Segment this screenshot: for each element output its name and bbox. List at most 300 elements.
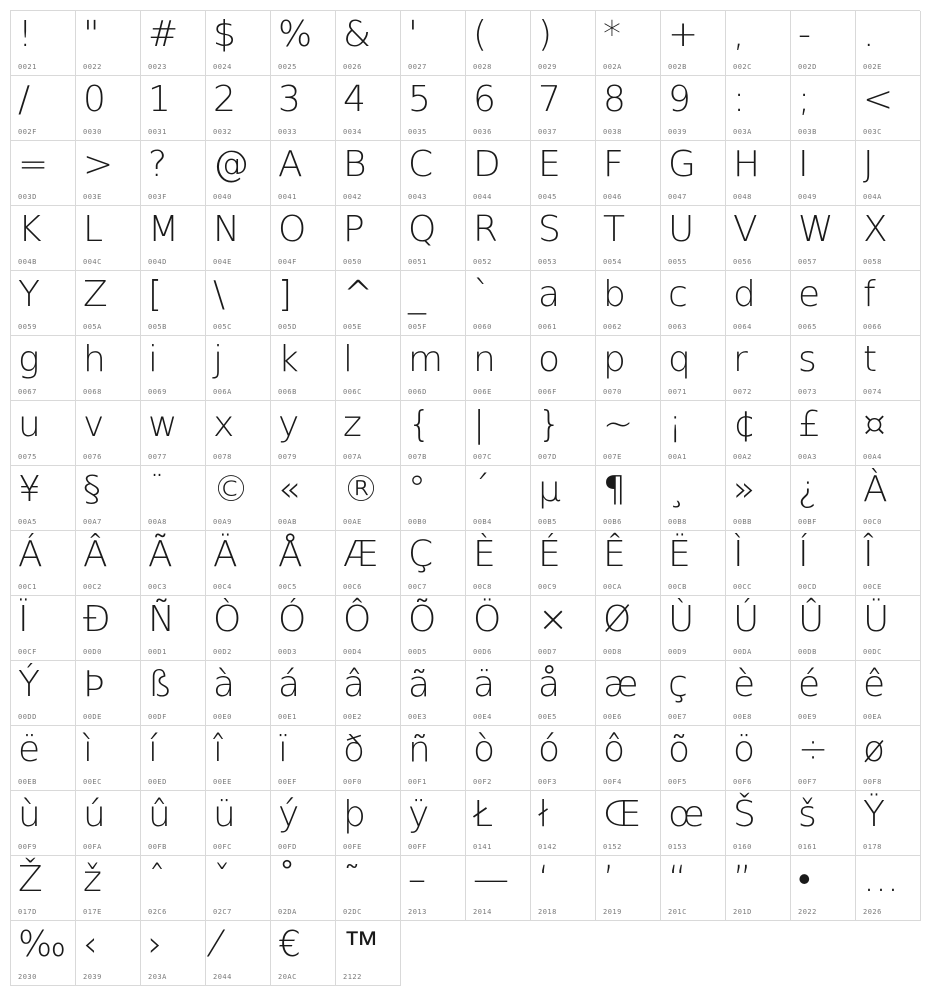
glyph-character: – (408, 859, 426, 900)
glyph-cell (11, 596, 76, 661)
glyph-cell (466, 856, 531, 921)
glyph-cell (141, 596, 206, 661)
glyph-codepoint: 002C (733, 63, 752, 71)
glyph-character: õ (668, 729, 691, 770)
glyph-cell (791, 141, 856, 206)
glyph-cell (531, 596, 596, 661)
glyph-codepoint: 0056 (733, 258, 752, 266)
glyph-cell (856, 271, 921, 336)
glyph-cell (76, 141, 141, 206)
glyph-codepoint: 0044 (473, 193, 492, 201)
glyph-cell (11, 401, 76, 466)
glyph-cell (206, 856, 271, 921)
glyph-codepoint: 2014 (473, 908, 492, 916)
glyph-cell (596, 401, 661, 466)
glyph-codepoint: 003F (148, 193, 167, 201)
glyph-cell (596, 661, 661, 726)
glyph-codepoint: 2039 (83, 973, 102, 981)
glyph-character: $ (213, 14, 236, 55)
glyph-character: š (798, 794, 817, 835)
glyph-character: ¨ (148, 469, 166, 510)
glyph-cell (531, 661, 596, 726)
glyph-cell (856, 661, 921, 726)
glyph-codepoint: 00BB (733, 518, 752, 526)
glyph-codepoint: 005F (408, 323, 427, 331)
glyph-cell (726, 76, 791, 141)
glyph-character: M (148, 209, 180, 250)
glyph-codepoint: 2022 (798, 908, 817, 916)
glyph-cell (141, 141, 206, 206)
glyph-codepoint: 007B (408, 453, 427, 461)
glyph-character: • (798, 859, 811, 900)
glyph-codepoint: 0033 (278, 128, 297, 136)
glyph-cell (141, 856, 206, 921)
glyph-codepoint: 004F (278, 258, 297, 266)
glyph-codepoint: 00DD (18, 713, 37, 721)
glyph-codepoint: 0078 (213, 453, 232, 461)
glyph-cell (206, 661, 271, 726)
glyph-cell (726, 661, 791, 726)
glyph-cell (271, 466, 336, 531)
glyph-cell (596, 791, 661, 856)
glyph-cell (206, 271, 271, 336)
glyph-codepoint: 0043 (408, 193, 427, 201)
glyph-codepoint: 0073 (798, 388, 817, 396)
glyph-codepoint: 00E3 (408, 713, 427, 721)
glyph-character: Ç (408, 534, 434, 575)
glyph-codepoint: 20AC (278, 973, 297, 981)
glyph-codepoint: 00CD (798, 583, 817, 591)
glyph-codepoint: 00CA (603, 583, 622, 591)
glyph-character: ï (278, 729, 289, 770)
glyph-codepoint: 00FF (408, 843, 427, 851)
glyph-codepoint: 0072 (733, 388, 752, 396)
glyph-cell (791, 11, 856, 76)
glyph-cell (336, 856, 401, 921)
glyph-codepoint: 0048 (733, 193, 752, 201)
glyph-cell (76, 791, 141, 856)
glyph-codepoint: 00B6 (603, 518, 622, 526)
glyph-character: ] (278, 274, 293, 315)
glyph-cell (206, 921, 271, 986)
glyph-character: * (603, 14, 621, 55)
glyph-cell (206, 726, 271, 791)
glyph-codepoint: 007A (343, 453, 362, 461)
glyph-character: / (18, 79, 31, 120)
glyph-codepoint: 00C2 (83, 583, 102, 591)
glyph-character: œ (668, 794, 705, 835)
glyph-character: ~ (603, 404, 634, 445)
glyph-character: Ø (603, 599, 632, 640)
glyph-cell (11, 856, 76, 921)
glyph-character: ð (343, 729, 366, 770)
glyph-character: T (603, 209, 625, 250)
glyph-cell (726, 531, 791, 596)
glyph-codepoint: 00DE (83, 713, 102, 721)
glyph-cell (401, 856, 466, 921)
glyph-cell (271, 661, 336, 726)
glyph-cell (856, 401, 921, 466)
glyph-character: & (343, 14, 372, 55)
glyph-character: K (18, 209, 42, 250)
glyph-character: Î (863, 534, 874, 575)
glyph-codepoint: 00A9 (213, 518, 232, 526)
glyph-character: J (863, 144, 874, 185)
glyph-codepoint: 0161 (798, 843, 817, 851)
glyph-codepoint: 2030 (18, 973, 37, 981)
glyph-character: ò (473, 729, 496, 770)
glyph-cell (531, 791, 596, 856)
glyph-codepoint: 004C (83, 258, 102, 266)
glyph-cell (76, 11, 141, 76)
glyph-character: ¿ (798, 469, 818, 510)
glyph-codepoint: 006C (343, 388, 362, 396)
glyph-character: R (473, 209, 499, 250)
glyph-codepoint: 00E1 (278, 713, 297, 721)
glyph-cell (661, 596, 726, 661)
glyph-cell (726, 791, 791, 856)
glyph-cell (596, 726, 661, 791)
glyph-codepoint: 002F (18, 128, 37, 136)
glyph-cell (531, 466, 596, 531)
glyph-cell (271, 76, 336, 141)
glyph-character: n (473, 339, 496, 380)
glyph-cell (466, 466, 531, 531)
glyph-character: ä (473, 664, 496, 705)
glyph-codepoint: 00D0 (83, 648, 102, 656)
glyph-codepoint: 0061 (538, 323, 557, 331)
glyph-character: N (213, 209, 240, 250)
glyph-cell (726, 856, 791, 921)
glyph-codepoint: 0065 (798, 323, 817, 331)
glyph-cell (336, 466, 401, 531)
glyph-character: : (733, 79, 746, 120)
glyph-character: ù (18, 794, 41, 835)
glyph-character: q (668, 339, 691, 380)
glyph-character: Y (18, 274, 40, 315)
glyph-character: C (408, 144, 434, 185)
glyph-cell (336, 726, 401, 791)
glyph-codepoint: 0023 (148, 63, 167, 71)
glyph-codepoint: 0049 (798, 193, 817, 201)
glyph-codepoint: 00A1 (668, 453, 687, 461)
glyph-codepoint: 0153 (668, 843, 687, 851)
glyph-character: ` (473, 274, 491, 315)
glyph-cell (466, 271, 531, 336)
glyph-codepoint: 00A4 (863, 453, 882, 461)
glyph-codepoint: 00D1 (148, 648, 167, 656)
glyph-codepoint: 0063 (668, 323, 687, 331)
glyph-character: ¥ (18, 469, 41, 510)
glyph-cell (271, 336, 336, 401)
glyph-character: y (278, 404, 300, 445)
glyph-codepoint: 00F2 (473, 778, 492, 786)
glyph-cell (76, 401, 141, 466)
glyph-character: Û (798, 599, 825, 640)
glyph-codepoint: 00F1 (408, 778, 427, 786)
glyph-codepoint: 0024 (213, 63, 232, 71)
glyph-cell (856, 791, 921, 856)
glyph-character: ÿ (408, 794, 430, 835)
glyph-character: Q (408, 209, 437, 250)
glyph-character: þ (343, 794, 366, 835)
glyph-cell (466, 76, 531, 141)
glyph-character: § (83, 469, 101, 510)
glyph-codepoint: 0079 (278, 453, 297, 461)
glyph-character: s (798, 339, 817, 380)
glyph-cell (661, 466, 726, 531)
glyph-codepoint: 0040 (213, 193, 232, 201)
glyph-cell (11, 726, 76, 791)
glyph-cell (11, 76, 76, 141)
glyph-cell (791, 856, 856, 921)
glyph-character: ° (408, 469, 426, 510)
glyph-codepoint: 005D (278, 323, 297, 331)
glyph-codepoint: 00C9 (538, 583, 557, 591)
glyph-cell (11, 921, 76, 986)
glyph-codepoint: 0041 (278, 193, 297, 201)
glyph-cell (11, 466, 76, 531)
glyph-codepoint: 00D5 (408, 648, 427, 656)
glyph-character: U (668, 209, 695, 250)
glyph-cell (141, 661, 206, 726)
glyph-character: ’ (603, 859, 615, 900)
glyph-character: ⁄ (213, 924, 220, 965)
glyph-codepoint: 004E (213, 258, 232, 266)
glyph-codepoint: 2013 (408, 908, 427, 916)
glyph-cell (141, 11, 206, 76)
glyph-codepoint: 005B (148, 323, 167, 331)
glyph-codepoint: 00C4 (213, 583, 232, 591)
glyph-cell (856, 856, 921, 921)
glyph-codepoint: 017D (18, 908, 37, 916)
glyph-codepoint: 00E9 (798, 713, 817, 721)
glyph-character: ¤ (863, 404, 886, 445)
glyph-codepoint: 0042 (343, 193, 362, 201)
glyph-character: Ê (603, 534, 626, 575)
glyph-codepoint: 0178 (863, 843, 882, 851)
glyph-character: È (473, 534, 496, 575)
glyph-character: Ô (343, 599, 372, 640)
glyph-character: Ł (473, 794, 494, 835)
glyph-cell (76, 531, 141, 596)
glyph-cell (141, 531, 206, 596)
glyph-cell (336, 921, 401, 986)
glyph-cell (76, 856, 141, 921)
glyph-cell (531, 76, 596, 141)
glyph-character: ´ (473, 469, 491, 510)
glyph-character: ' (408, 14, 418, 55)
glyph-codepoint: 00B5 (538, 518, 557, 526)
glyph-codepoint: 00EE (213, 778, 232, 786)
glyph-codepoint: 003E (83, 193, 102, 201)
glyph-cell (271, 206, 336, 271)
glyph-codepoint: 00F3 (538, 778, 557, 786)
glyph-cell (661, 791, 726, 856)
glyph-character: À (863, 469, 888, 510)
glyph-character: Á (18, 534, 43, 575)
glyph-character: ú (83, 794, 106, 835)
glyph-cell (856, 596, 921, 661)
glyph-cell (271, 11, 336, 76)
glyph-cell (11, 141, 76, 206)
glyph-character: , (733, 14, 745, 55)
glyph-character: g (18, 339, 40, 380)
glyph-character: 0 (83, 79, 106, 120)
glyph-cell (726, 11, 791, 76)
glyph-character: S (538, 209, 561, 250)
glyph-codepoint: 0052 (473, 258, 492, 266)
glyph-codepoint: 00AB (278, 518, 297, 526)
glyph-cell (856, 726, 921, 791)
glyph-character: 6 (473, 79, 496, 120)
glyph-cell (531, 531, 596, 596)
glyph-character: ^ (343, 274, 374, 315)
glyph-cell (531, 11, 596, 76)
glyph-codepoint: 00CB (668, 583, 687, 591)
glyph-character: … (863, 859, 899, 900)
glyph-character: H (733, 144, 761, 185)
glyph-cell (141, 271, 206, 336)
glyph-codepoint: 0055 (668, 258, 687, 266)
glyph-cell (531, 726, 596, 791)
glyph-cell (401, 206, 466, 271)
glyph-character: _ (408, 274, 426, 315)
glyph-character: ¸ (668, 469, 686, 510)
glyph-codepoint: 005E (343, 323, 362, 331)
glyph-codepoint: 0062 (603, 323, 622, 331)
glyph-character: W (798, 209, 834, 250)
glyph-character: i (148, 339, 159, 380)
glyph-character: è (733, 664, 756, 705)
glyph-character: { (408, 404, 431, 445)
glyph-cell (271, 141, 336, 206)
glyph-character: p (603, 339, 626, 380)
glyph-character: L (83, 209, 104, 250)
glyph-character: ) (538, 14, 553, 55)
glyph-character: G (668, 144, 696, 185)
glyph-cell (141, 336, 206, 401)
glyph-codepoint: 00F9 (18, 843, 37, 851)
glyph-codepoint: 00D6 (473, 648, 492, 656)
glyph-cell (206, 791, 271, 856)
glyph-codepoint: 006D (408, 388, 427, 396)
glyph-character: ! (18, 14, 33, 55)
glyph-character: v (83, 404, 105, 445)
glyph-character: ” (733, 859, 752, 900)
glyph-cell (206, 531, 271, 596)
glyph-character: ö (733, 729, 756, 770)
glyph-character: Þ (83, 664, 105, 705)
glyph-cell (791, 726, 856, 791)
glyph-codepoint: 00FA (83, 843, 102, 851)
glyph-cell (76, 76, 141, 141)
glyph-codepoint: 0045 (538, 193, 557, 201)
glyph-character: 9 (668, 79, 691, 120)
glyph-codepoint: 00D4 (343, 648, 362, 656)
glyph-character: w (148, 404, 178, 445)
glyph-cell (271, 791, 336, 856)
glyph-cell (661, 336, 726, 401)
glyph-character: Ý (18, 664, 40, 705)
glyph-cell (466, 726, 531, 791)
glyph-character: k (278, 339, 299, 380)
glyph-character: ˆ (148, 859, 166, 900)
glyph-codepoint: 00EB (18, 778, 37, 786)
glyph-character: ¡ (668, 404, 683, 445)
glyph-character: á (278, 664, 301, 705)
glyph-codepoint: 0037 (538, 128, 557, 136)
glyph-codepoint: 006E (473, 388, 492, 396)
glyph-character: \ (213, 274, 226, 315)
glyph-cell (466, 661, 531, 726)
glyph-cell (206, 596, 271, 661)
glyph-character: # (148, 14, 179, 55)
glyph-codepoint: 00FD (278, 843, 297, 851)
glyph-character: o (538, 339, 561, 380)
glyph-cell (336, 791, 401, 856)
glyph-character: Å (278, 534, 303, 575)
glyph-character: u (18, 404, 41, 445)
glyph-codepoint: 0064 (733, 323, 752, 331)
glyph-codepoint: 02C6 (148, 908, 167, 916)
glyph-character: ˇ (213, 859, 231, 900)
glyph-cell (336, 531, 401, 596)
glyph-codepoint: 0034 (343, 128, 362, 136)
glyph-character: h (83, 339, 106, 380)
glyph-codepoint: 00B8 (668, 518, 687, 526)
glyph-codepoint: 0057 (798, 258, 817, 266)
glyph-character: + (668, 14, 699, 55)
glyph-character: > (83, 144, 114, 185)
glyph-cell (466, 206, 531, 271)
glyph-cell (596, 206, 661, 271)
glyph-character: ý (278, 794, 300, 835)
glyph-character: Ó (278, 599, 307, 640)
glyph-cell (206, 401, 271, 466)
glyph-character: ‹ (83, 924, 98, 965)
glyph-character: a (538, 274, 561, 315)
glyph-codepoint: 02DC (343, 908, 362, 916)
glyph-cell (336, 271, 401, 336)
glyph-cell (791, 596, 856, 661)
glyph-character: - (798, 14, 811, 55)
glyph-cell (531, 401, 596, 466)
glyph-codepoint: 0027 (408, 63, 427, 71)
glyph-cell (856, 206, 921, 271)
glyph-codepoint: 005C (213, 323, 232, 331)
glyph-codepoint: 00C5 (278, 583, 297, 591)
glyph-codepoint: 00B0 (408, 518, 427, 526)
glyph-codepoint: 00AE (343, 518, 362, 526)
glyph-cell (271, 921, 336, 986)
glyph-cell (206, 11, 271, 76)
glyph-codepoint: 00E6 (603, 713, 622, 721)
glyph-codepoint: 00E0 (213, 713, 232, 721)
glyph-codepoint: 00C7 (408, 583, 427, 591)
glyph-cell (661, 401, 726, 466)
glyph-cell (336, 11, 401, 76)
glyph-cell (76, 336, 141, 401)
glyph-character: Ã (148, 534, 173, 575)
glyph-character: ß (148, 664, 173, 705)
glyph-character: E (538, 144, 561, 185)
glyph-cell (401, 466, 466, 531)
glyph-codepoint: 00DA (733, 648, 752, 656)
glyph-codepoint: 007D (538, 453, 557, 461)
glyph-cell (466, 11, 531, 76)
glyph-codepoint: 00D7 (538, 648, 557, 656)
